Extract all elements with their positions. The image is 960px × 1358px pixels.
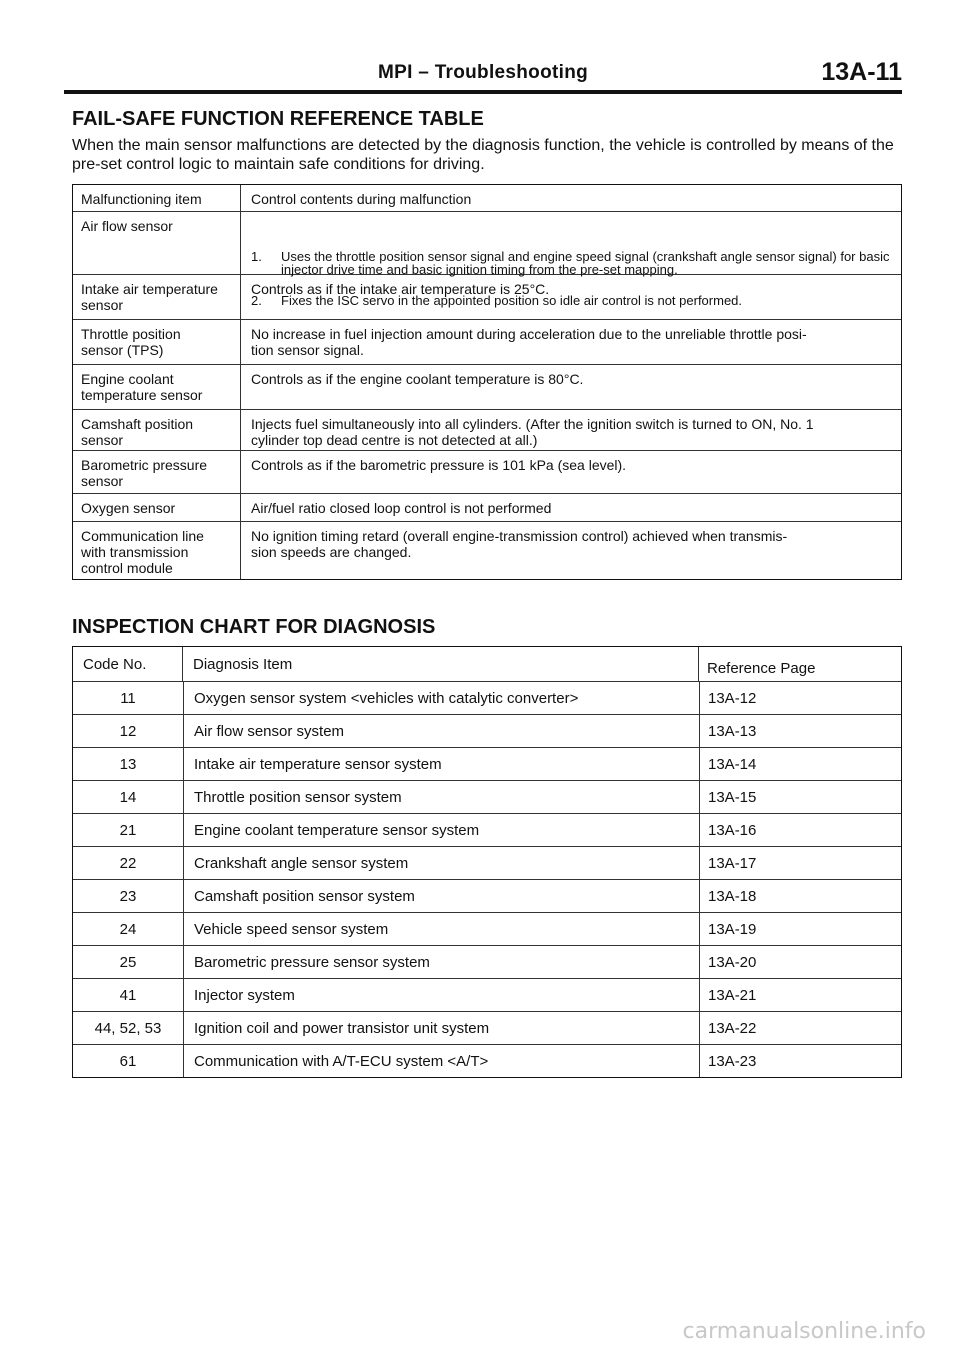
failsafe-item: Throttle position sensor (TPS) [73,320,241,364]
ref-cell: 13A-15 [708,788,757,806]
list-number: 2. [251,293,262,308]
failsafe-control: Injects fuel simultaneously into all cylinders. (After the ignition switch is turned to ON, No. 1 cylinder top dead centre is not detected at all.) [251,416,814,448]
failsafe-row [73,450,901,493]
failsafe-control: Controls as if the barometric pressure is 101 kPa (sea level). [251,457,627,473]
inspection-row [73,846,901,879]
inspection-header-row [73,647,901,681]
item-cell: Throttle position sensor system [184,781,700,813]
ref-cell: 13A-20 [708,953,757,971]
failsafe-item: Communication line with transmission control module [73,522,241,579]
inspection-row [73,1011,901,1044]
code-cell: 13 [73,748,184,780]
failsafe-item: Air flow sensor [73,212,241,274]
inspection-col-ref: Reference Page [707,659,816,677]
failsafe-header-row [73,185,901,211]
failsafe-control: Air/fuel ratio closed loop control is not performed [251,500,552,516]
code-cell: 24 [73,913,184,945]
failsafe-row [73,364,901,409]
failsafe-row [73,409,901,450]
failsafe-item: Oxygen sensor [73,494,241,521]
ref-cell: 13A-18 [708,887,757,905]
failsafe-row [73,274,901,319]
ref-cell: 13A-16 [708,821,757,839]
failsafe-control: Controls as if the intake air temperature is 25°C. [251,281,550,297]
item-cell: Engine coolant temperature sensor system [184,814,700,846]
list-text: Fixes the ISC servo in the appointed position so idle air control is not performed. [281,293,743,308]
failsafe-title: FAIL-SAFE FUNCTION REFERENCE TABLE [72,108,484,130]
list-number: 1. [251,249,262,264]
ref-cell: 13A-14 [708,755,757,773]
failsafe-item: Engine coolant temperature sensor [73,365,241,409]
inspection-row [73,681,901,714]
item-cell: Injector system [184,979,700,1011]
failsafe-row [73,493,901,521]
code-cell: 22 [73,847,184,879]
failsafe-col-item: Malfunctioning item [73,185,241,211]
failsafe-item: Camshaft position sensor [73,410,241,450]
ref-cell: 13A-12 [708,689,757,707]
inspection-col-code: Code No. [73,647,183,681]
watermark: carmanualsonline.info [682,1319,926,1344]
code-cell: 14 [73,781,184,813]
failsafe-control: No increase in fuel injection amount during acceleration due to the unreliable throttle posi- tion sensor signal. [251,326,807,358]
inspection-row [73,879,901,912]
inspection-row [73,813,901,846]
item-cell: Oxygen sensor system <vehicles with catalytic converter> [184,682,700,714]
failsafe-control: Controls as if the engine coolant temperature is 80°C. [251,371,584,387]
item-cell: Intake air temperature sensor system [184,748,700,780]
ref-cell: 13A-21 [708,986,757,1004]
code-cell: 11 [73,682,184,714]
item-cell: Vehicle speed sensor system [184,913,700,945]
code-cell: 44, 52, 53 [73,1012,184,1044]
item-cell: Crankshaft angle sensor system [184,847,700,879]
failsafe-table [72,184,902,580]
item-cell: Ignition coil and power transistor unit system [184,1012,700,1044]
inspection-row [73,945,901,978]
inspection-row [73,978,901,1011]
code-cell: 21 [73,814,184,846]
failsafe-row [73,319,901,364]
page-header [64,56,902,94]
failsafe-intro: When the main sensor malfunctions are detected by the diagnosis function, the vehicle is controlled by means of the pre-set control logic to maintain safe conditions for driving. [72,137,894,173]
inspection-row [73,1044,901,1077]
code-cell: 12 [73,715,184,747]
inspection-row [73,912,901,945]
inspection-row [73,780,901,813]
item-cell: Barometric pressure sensor system [184,946,700,978]
ref-cell: 13A-23 [708,1052,757,1070]
failsafe-row [73,521,901,579]
ref-cell: 13A-22 [708,1019,757,1037]
ref-cell: 13A-13 [708,722,757,740]
failsafe-col-control: Control contents during malfunction [251,191,472,207]
header-title: MPI – Troubleshooting [377,62,589,83]
inspection-row [73,714,901,747]
inspection-col-item: Diagnosis Item [183,647,699,681]
item-cell: Camshaft position sensor system [184,880,700,912]
failsafe-item: Intake air temperature sensor [73,275,241,319]
item-cell: Air flow sensor system [184,715,700,747]
list-text: Uses the throttle position sensor signal and engine speed signal (crankshaft angle sensor signal) for basic injector drive time and basic ignition timing from the pre-set mapping. [281,249,890,277]
failsafe-control: No ignition timing retard (overall engine-transmission control) achieved when transmis- sion speeds are changed. [251,528,788,560]
ref-cell: 13A-19 [708,920,757,938]
inspection-row [73,747,901,780]
code-cell: 23 [73,880,184,912]
inspection-title: INSPECTION CHART FOR DIAGNOSIS [72,616,436,638]
header-page-number: 13A-11 [821,58,902,86]
code-cell: 61 [73,1045,184,1077]
failsafe-list-item [251,250,893,276]
code-cell: 25 [73,946,184,978]
inspection-table [72,646,902,1078]
item-cell: Communication with A/T-ECU system <A/T> [184,1045,700,1077]
ref-cell: 13A-17 [708,854,757,872]
failsafe-item: Barometric pressure sensor [73,451,241,493]
code-cell: 41 [73,979,184,1011]
